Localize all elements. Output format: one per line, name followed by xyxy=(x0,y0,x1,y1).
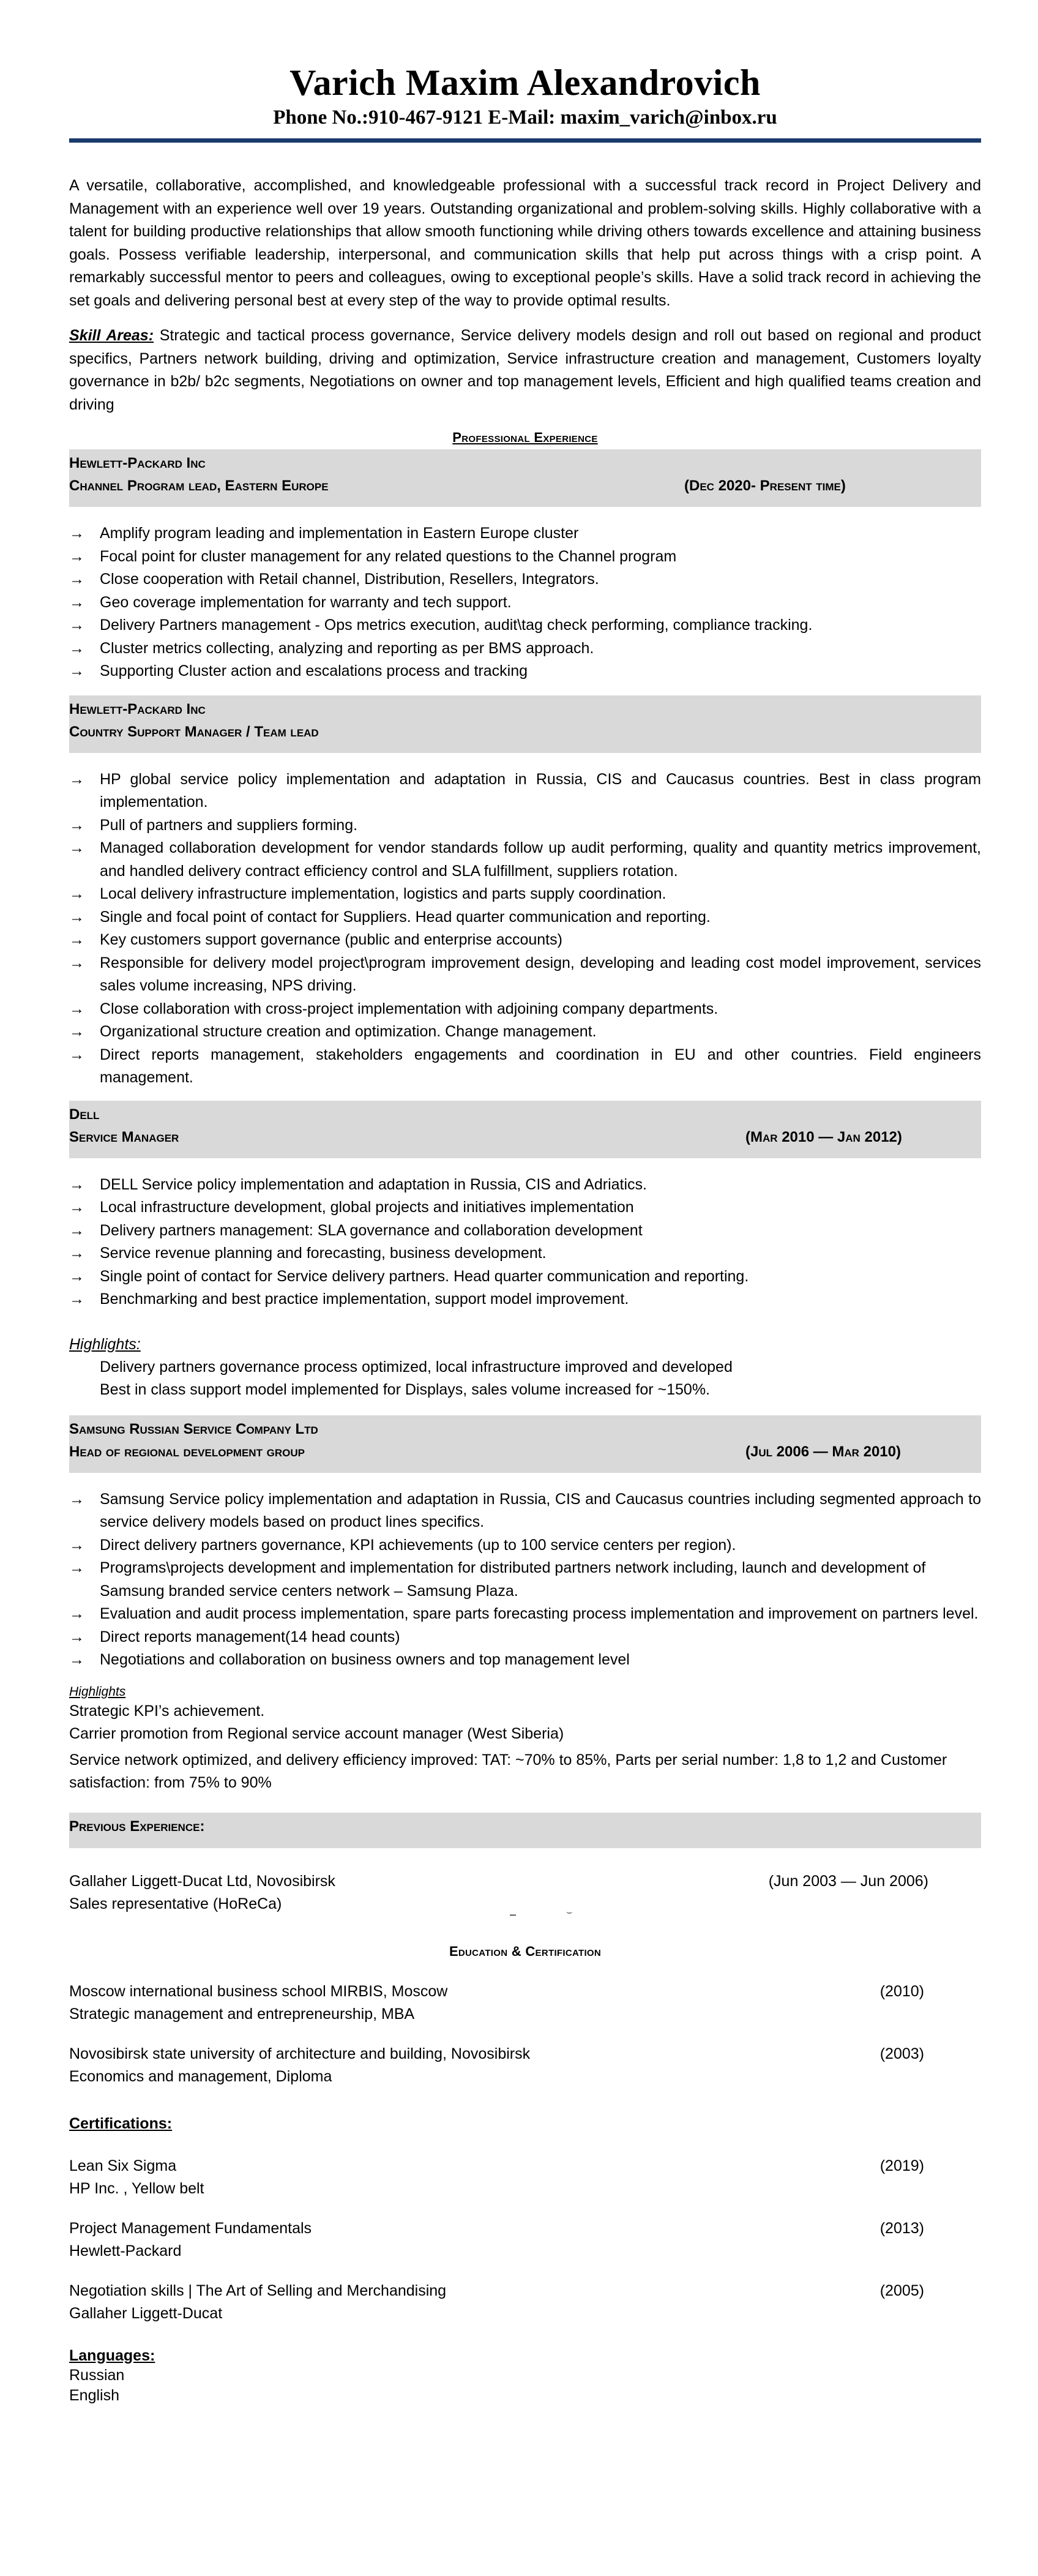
education-year: (2003) xyxy=(879,2045,924,2062)
curve-mark: ⌣ xyxy=(566,1906,573,1917)
previous-job-row xyxy=(69,1870,981,1893)
education-heading: Education & Certification xyxy=(449,1943,602,1959)
arrow-icon: → xyxy=(69,885,84,902)
job-role: Country Support Manager / Team lead xyxy=(69,723,319,740)
arrow-icon: → xyxy=(69,571,84,588)
degree: Economics and management, Diploma xyxy=(69,2067,332,2085)
list-item: → Responsible for delivery model project\program improvement design, developing and leading cost model improvement, services sales volume increasing, NPS driving. xyxy=(69,952,981,998)
list-item: → Programs\projects development and implementation for distributed partners network including, launch and development of Samsung branded service centers network – Samsung Plaza. xyxy=(69,1557,981,1603)
list-item: → Single point of contact for Service delivery partners. Head quarter communication and reporting. xyxy=(69,1265,981,1289)
highlight-item: Best in class support model implemented for Displays, sales volume increased for ~150%. xyxy=(100,1381,710,1398)
list-item: → Direct delivery partners governance, KPI achievements (up to 100 service centers per region). xyxy=(69,1534,981,1557)
highlight-item: Delivery partners governance process optimized, local infrastructure improved and developed xyxy=(100,1358,733,1376)
arrow-icon: → xyxy=(69,816,84,834)
previous-experience-heading: Previous Experience: xyxy=(69,1818,205,1835)
arrow-icon: → xyxy=(69,931,84,948)
skill-areas-label: Skill Areas: xyxy=(69,327,154,344)
list-item: → Benchmarking and best practice implementation, support model improvement. xyxy=(69,1288,981,1311)
arrow-icon: → xyxy=(69,593,84,611)
list-item: → Direct reports management(14 head counts) xyxy=(69,1626,981,1649)
job-header-samsung xyxy=(69,1415,981,1473)
arrow-icon: → xyxy=(69,1651,84,1668)
job-company: Dell xyxy=(69,1106,100,1123)
arrow-icon: → xyxy=(69,1175,84,1193)
arrow-icon: → xyxy=(69,1221,84,1239)
list-item: → Samsung Service policy implementation and adaptation in Russia, CIS and Caucasus countries including segmented approach to service delivery models based on product lines specifics. xyxy=(69,1488,981,1534)
list-item: → Local infrastructure development, global projects and initiatives implementation xyxy=(69,1196,981,1219)
highlights-heading: Highlights xyxy=(69,1684,126,1699)
arrow-icon: → xyxy=(69,547,84,565)
arrow-icon: → xyxy=(69,1559,84,1576)
job-bullets xyxy=(69,768,981,1090)
job-header-dell xyxy=(69,1101,981,1158)
arrow-icon: → xyxy=(69,770,84,788)
job-role: Head of regional development group xyxy=(69,1443,305,1460)
list-item: → Delivery partners management: SLA governance and collaboration development xyxy=(69,1219,981,1243)
job-role: Service Manager xyxy=(69,1128,179,1145)
arrow-icon: → xyxy=(69,908,84,926)
list-item: → Amplify program leading and implementation in Eastern Europe cluster xyxy=(69,522,981,545)
education-row xyxy=(69,2043,981,2065)
certification-row xyxy=(69,2155,981,2177)
list-item: → Local delivery infrastructure implementation, logistics and parts supply coordination. xyxy=(69,883,981,906)
job-dates: (Dec 2020- Present time) xyxy=(684,477,846,494)
professional-experience-heading: Professional Experience xyxy=(452,430,598,445)
arrow-icon: → xyxy=(69,1628,84,1646)
job-dates: (Mar 2010 — Jan 2012) xyxy=(745,1128,902,1145)
list-item: → Close collaboration with cross-project implementation with adjoining company departments. xyxy=(69,998,981,1021)
language-item: Russian xyxy=(69,2366,125,2384)
list-item: → Direct reports management, stakeholders engagements and coordination in EU and other countries. Field engineers management. xyxy=(69,1044,981,1090)
candidate-name: Varich Maxim Alexandrovich xyxy=(289,62,761,103)
arrow-icon: → xyxy=(69,839,84,856)
degree: Strategic management and entrepreneurship, MBA xyxy=(69,2005,415,2023)
certification-issuer: HP Inc. , Yellow belt xyxy=(69,2179,204,2197)
job-company: Hewlett-Packard Inc xyxy=(69,700,206,717)
list-item: → Single and focal point of contact for Suppliers. Head quarter communication and reporting. xyxy=(69,906,981,929)
job-header-hp-country-support xyxy=(69,695,981,753)
certification-year: (2019) xyxy=(879,2157,924,2174)
list-item: → Cluster metrics collecting, analyzing and reporting as per BMS approach. xyxy=(69,637,981,661)
highlight-item: Strategic KPI’s achievement. xyxy=(69,1702,265,1720)
list-item: → Pull of partners and suppliers forming. xyxy=(69,814,981,837)
arrow-icon: → xyxy=(69,1023,84,1040)
certifications-heading: Certifications: xyxy=(69,2114,173,2132)
certification-row xyxy=(69,2280,981,2302)
resume-page xyxy=(69,0,981,2406)
arrow-icon: → xyxy=(69,525,84,542)
certification-issuer: Hewlett-Packard xyxy=(69,2242,182,2260)
list-item: → Delivery Partners management - Ops metrics execution, audit\tag check performing, compliance tracking. xyxy=(69,614,981,637)
previous-company: Gallaher Liggett-Ducat Ltd, Novosibirsk xyxy=(69,1872,335,1890)
job-role: Channel Program lead, Eastern Europe xyxy=(69,477,329,494)
list-item: → HP global service policy implementation and adaptation in Russia, CIS and Caucasus countries. Best in class program implementation. xyxy=(69,768,981,814)
arrow-icon: → xyxy=(69,1199,84,1216)
arrow-icon: → xyxy=(69,1000,84,1017)
certification-year: (2013) xyxy=(879,2219,924,2237)
list-item: → Geo coverage implementation for warranty and tech support. xyxy=(69,591,981,615)
highlights-heading: Highlights: xyxy=(69,1335,141,1353)
list-item: → Key customers support governance (public and enterprise accounts) xyxy=(69,929,981,952)
list-item: → Evaluation and audit process implementation, spare parts forecasting process implementation and improvement on partners level. xyxy=(69,1603,981,1626)
previous-experience-header xyxy=(69,1813,981,1848)
certification-name: Lean Six Sigma xyxy=(69,2157,177,2174)
job-header-hp-channel xyxy=(69,449,981,507)
certification-row xyxy=(69,2217,981,2240)
list-item: → Organizational structure creation and optimization. Change management. xyxy=(69,1020,981,1044)
arrow-icon: → xyxy=(69,1490,84,1508)
education-year: (2010) xyxy=(879,1982,924,2000)
arrow-icon: → xyxy=(69,639,84,657)
certification-issuer: Gallaher Liggett-Ducat xyxy=(69,2304,223,2322)
languages-heading: Languages: xyxy=(69,2346,155,2364)
arrow-icon: → xyxy=(69,1536,84,1554)
highlight-item: Carrier promotion from Regional service account manager (West Siberia) xyxy=(69,1724,564,1742)
header-divider xyxy=(69,138,981,143)
arrow-icon: → xyxy=(69,616,84,634)
arrow-icon: → xyxy=(69,662,84,680)
previous-role: Sales representative (HoReCa) xyxy=(69,1895,282,1912)
job-bullets xyxy=(69,1488,981,1672)
stray-marks xyxy=(69,1906,981,1924)
list-item: → Focal point for cluster management for any related questions to the Channel program xyxy=(69,545,981,569)
skill-areas-text: Strategic and tactical process governance, Service delivery models design and roll out based on regional and product specifics, Partners network building, driving and optimization, Service infrastructure creation and management, Customers loyalty governance in b2b/ b2c segments, Negotiations on owner and top management levels, Efficient and high qualified teams creation and driving xyxy=(69,327,981,413)
list-item: → Supporting Cluster action and escalations process and tracking xyxy=(69,660,981,683)
list-item: → Managed collaboration development for vendor standards follow up audit performing, quality and quantity metrics improvement, and handled delivery contract efficiency control and SLA fulfillment, suppliers rotation. xyxy=(69,837,981,883)
list-item: → Service revenue planning and forecasting, business development. xyxy=(69,1242,981,1265)
arrow-icon: → xyxy=(69,1290,84,1308)
list-item: → DELL Service policy implementation and adaptation in Russia, CIS and Adriatics. xyxy=(69,1174,981,1197)
job-bullets xyxy=(69,522,981,683)
language-item: English xyxy=(69,2386,119,2404)
professional-summary: A versatile, collaborative, accomplished, and knowledgeable professional with a successful track record in Project Delivery and Management with an experience well over 19 years. Outstanding organizational and problem-solving skills. Highly collaborative with a talent for building productive relationships that allow smooth functioning while driving others towards excellence and attaining business goals. Possess verifiable leadership, interpersonal, and communication skills that help put across things with a crisp point. A remarkably successful mentor to peers and colleagues, owing to exceptional people’s skills. Have a solid track record in achieving the set goals and delivering personal best at every step of the way to provide optimal results. xyxy=(69,177,981,309)
job-dates: (Jul 2006 — Mar 2010) xyxy=(745,1443,901,1460)
education-row xyxy=(69,1980,981,2003)
school-name: Novosibirsk state university of architecture and building, Novosibirsk xyxy=(69,2045,531,2062)
job-company: Hewlett-Packard Inc xyxy=(69,455,206,471)
contact-line: Phone No.:910-467-9121 E-Mail: maxim_varich@inbox.ru xyxy=(273,107,777,129)
skill-areas xyxy=(69,324,981,416)
list-item: → Close cooperation with Retail channel, Distribution, Resellers, Integrators. xyxy=(69,568,981,591)
arrow-icon: → xyxy=(69,1267,84,1285)
arrow-icon: → xyxy=(69,1605,84,1622)
job-company: Samsung Russian Service Company Ltd xyxy=(69,1420,318,1437)
certification-name: Negotiation skills | The Art of Selling and Merchandising xyxy=(69,2282,447,2299)
highlight-item: Service network optimized, and delivery efficiency improved: TAT: ~70% to 85%, Parts per serial number: 1,8 to 1,2 and Customer satisfaction: from 75% to 90% xyxy=(69,1751,947,1791)
certification-year: (2005) xyxy=(879,2282,924,2299)
arrow-icon: → xyxy=(69,1046,84,1063)
job-bullets xyxy=(69,1174,981,1311)
certification-name: Project Management Fundamentals xyxy=(69,2219,312,2237)
list-item: → Negotiations and collaboration on business owners and top management level xyxy=(69,1649,981,1672)
dash-mark: – xyxy=(510,1908,517,1920)
school-name: Moscow international business school MIRBIS, Moscow xyxy=(69,1982,448,2000)
arrow-icon: → xyxy=(69,954,84,972)
arrow-icon: → xyxy=(69,1245,84,1262)
previous-dates: (Jun 2003 — Jun 2006) xyxy=(768,1872,928,1890)
